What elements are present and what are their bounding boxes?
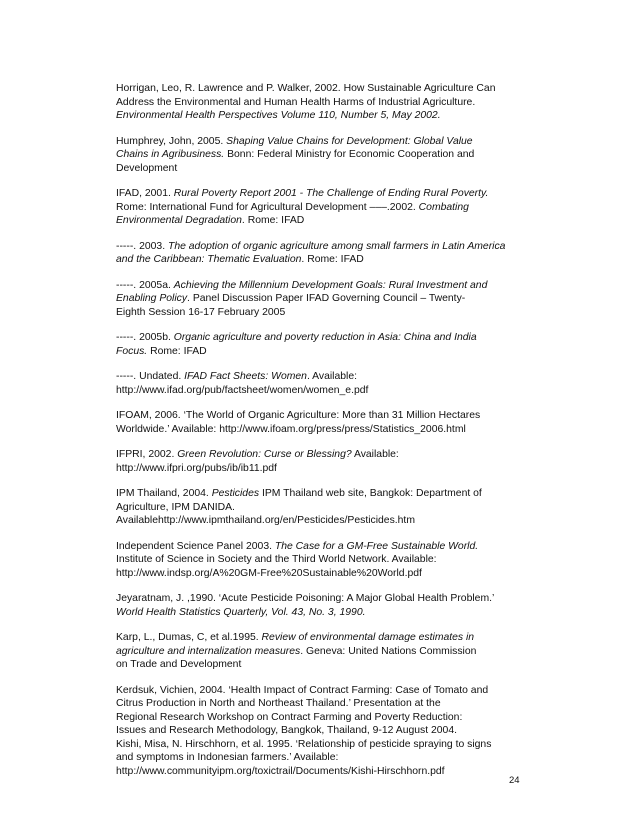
text: Kishi, Misa, N. Hirschhorn, et al. 1995. ‘Relationship of pesticide spraying to signs [116,738,492,750]
italic-text: Shaping Value Chains for Development: Global Value [226,135,473,147]
text: on Trade and Development [116,659,242,670]
text: -----. 2005b. [116,332,174,343]
reference-line [116,214,526,228]
text: -----. 2003. [116,240,168,252]
reference-line [116,462,526,476]
italic-text: Pesticides [211,488,260,499]
reference-line [116,370,526,384]
italic-text: Environmental Health Perspectives Volume 110, Number 5, May 2002. [116,110,441,121]
reference-entry [116,240,526,267]
reference-line [116,240,526,254]
page-number: 24 [509,775,520,786]
italic-text: Combating [418,201,469,213]
italic-text: The Case for a GM-Free Sustainable World. [274,540,479,552]
italic-text: Enabling Policy [116,293,188,304]
reference-entry [116,684,526,738]
italic-text: Achieving the Millennium Development Goals: Rural Investment and [173,279,488,291]
reference-line [116,751,526,765]
text: http://www.communityipm.org/toxictrail/Documents/Kishi-Hirschhorn.pdf [116,765,445,777]
text: Rome: International Fund for Agricultural Development –––.2002. [116,201,419,213]
text: Address the Environmental and Human Health Harms of Industrial Agriculture. [116,96,476,108]
reference-line [116,162,526,176]
italic-text: Green Revolution: Curse or Blessing? [177,449,352,460]
reference-entry [116,738,526,779]
reference-entry [116,187,526,228]
reference-entry [116,631,526,672]
text: . Rome: IFAD [301,254,364,265]
text: Availablehttp://www.ipmthailand.org/en/Pesticides/Pesticides.htm [116,515,415,526]
reference-line [116,501,526,515]
reference-line [116,423,526,437]
reference-line [116,109,526,123]
text: Issues and Research Methodology, Bangkok, Thailand, 9-12 August 2004. [116,725,457,736]
reference-entry [116,279,526,320]
text: Regional Research Workshop on Contract Farming and Poverty Reduction: [116,711,463,723]
reference-line [116,487,526,501]
text: Eighth Session 16-17 February 2005 [116,306,286,318]
reference-line [116,135,526,149]
text: Karp, L., Dumas, C, et al.1995. [116,632,262,643]
text: IFPRI, 2002. [116,449,178,460]
text: Available: [351,449,399,460]
reference-line [116,514,526,528]
text: Bonn: Federal Ministry for Economic Cooperation and [224,149,475,160]
reference-line [116,331,526,345]
reference-entry [116,540,526,581]
italic-text: IFAD Fact Sheets: Women [184,371,307,382]
text: http://www.ifad.org/pub/factsheet/women/women_e.pdf [116,384,369,396]
reference-line [116,292,526,306]
text: IPM Thailand, 2004. [116,488,212,499]
reference-line [116,631,526,645]
reference-line [116,148,526,162]
reference-line [116,684,526,698]
italic-text: Rural Poverty Report 2001 - The Challenge of Ending Rural Poverty. [173,188,489,199]
reference-line [116,553,526,567]
italic-text: agriculture and internalization measures [116,645,301,657]
reference-line [116,658,526,672]
reference-line [116,711,526,725]
italic-text: The adoption of organic agriculture among small farmers in Latin America [167,240,506,252]
text: Humphrey, John, 2005. [116,135,227,147]
italic-text: Chains in Agribusiness. [116,149,225,160]
reference-line [116,201,526,215]
italic-text: Focus. [116,345,148,357]
text: Institute of Science in Society and the Third World Network. Available: [116,554,437,565]
reference-line [116,724,526,738]
text: . Panel Discussion Paper IFAD Governing Council – Twenty- [187,293,466,304]
reference-line [116,765,526,779]
text: -----. Undated. [116,371,185,382]
reference-entry [116,409,526,436]
text: http://www.ifpri.org/pubs/ib/ib11.pdf [116,462,277,474]
reference-entry [116,592,526,619]
italic-text: and the Caribbean: Thematic Evaluation [116,254,302,265]
text: http://www.indsp.org/A%20GM-Free%20Sustainable%20World.pdf [116,567,422,579]
reference-line [116,96,526,110]
text: Horrigan, Leo, R. Lawrence and P. Walker, 2002. How Sustainable Agriculture Can [116,83,496,94]
reference-entry [116,135,526,176]
italic-text: Review of environmental damage estimates in [261,632,475,643]
reference-line [116,540,526,554]
text: Agriculture, IPM DANIDA. [116,501,235,513]
text: IPM Thailand web site, Bangkok: Department of [259,488,482,499]
reference-line [116,306,526,320]
reference-line [116,606,526,620]
text: IFOAM, 2006. ‘The World of Organic Agriculture: More than 31 Million Hectares [116,410,481,421]
italic-text: World Health Statistics Quarterly, Vol. 43, No. 3, 1990. [116,606,366,618]
reference-line [116,592,526,606]
text: . Available: [306,371,358,382]
reference-list [116,82,526,790]
reference-line [116,82,526,96]
reference-line [116,738,526,752]
reference-line [116,253,526,267]
text: Development [116,162,178,174]
text: Independent Science Panel 2003. [116,540,275,552]
reference-line [116,409,526,423]
text: Kerdsuk, Vichien, 2004. ‘Health Impact of Contract Farming: Case of Tomato and [116,684,489,696]
text: Worldwide.’ Available: http://www.ifoam.org/press/press/Statistics_2006.html [116,423,466,435]
reference-line [116,187,526,201]
reference-line [116,697,526,711]
text: Citrus Production in North and Northeast Thailand.’ Presentation at the [116,698,441,709]
reference-line [116,279,526,293]
reference-line [116,345,526,359]
text: -----. 2005a. [116,279,174,291]
text: . Rome: IFAD [241,215,305,226]
italic-text: Organic agriculture and poverty reduction in Asia: China and India [173,332,477,343]
reference-line [116,645,526,659]
reference-line [116,567,526,581]
reference-entry [116,370,526,397]
text: . Geneva: United Nations Commission [300,645,477,657]
reference-line [116,384,526,398]
text: Rome: IFAD [147,345,207,357]
text: Jeyaratnam, J. ,1990. ‘Acute Pesticide Poisoning: A Major Global Health Problem.’ [116,593,495,604]
italic-text: Environmental Degradation [116,215,242,226]
reference-entry [116,331,526,358]
reference-entry [116,448,526,475]
reference-entry [116,82,526,123]
reference-line [116,448,526,462]
reference-entry [116,487,526,528]
text: and symptoms in Indonesian farmers.’ Available: [116,752,339,763]
text: IFAD, 2001. [116,188,174,199]
